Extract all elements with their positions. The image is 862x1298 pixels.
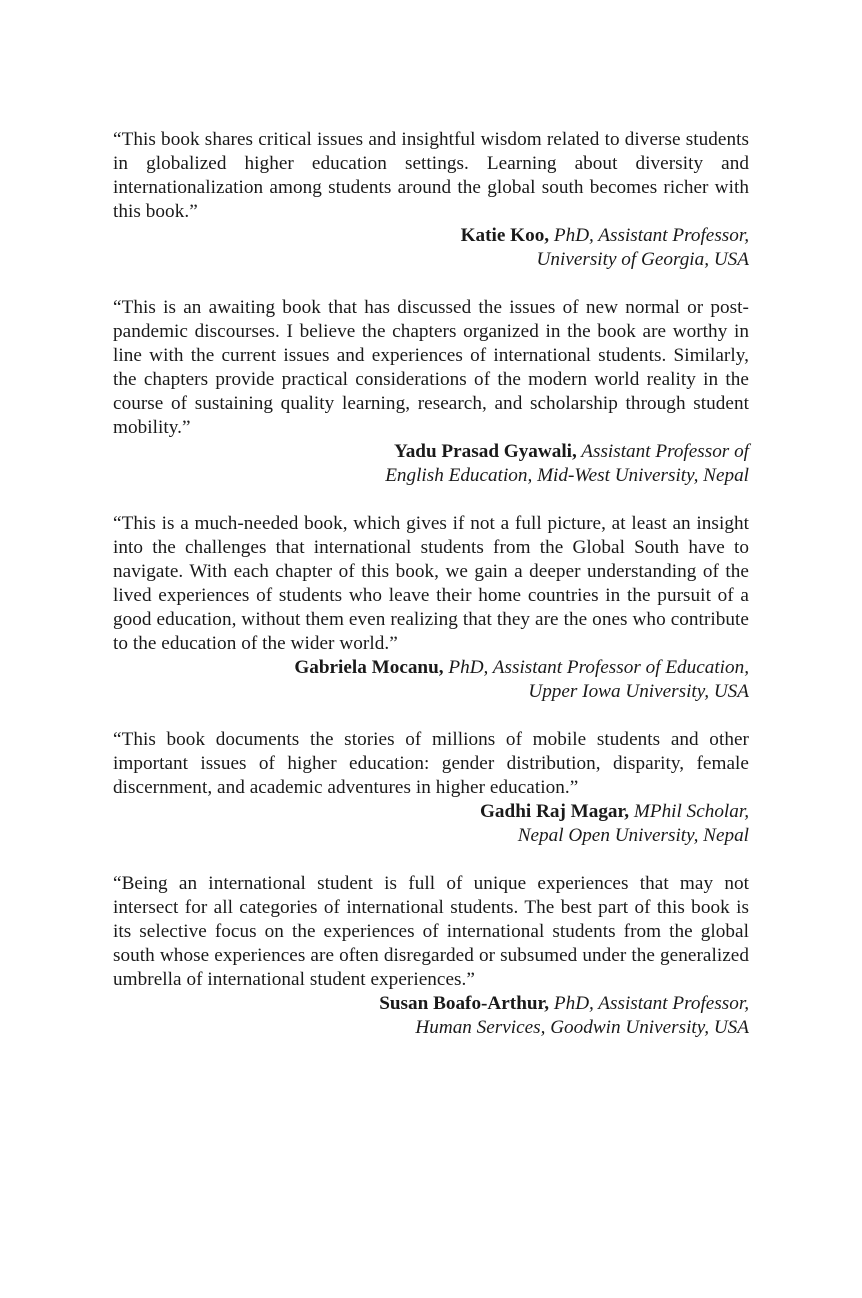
endorser-affiliation: Upper Iowa University, USA bbox=[528, 681, 749, 702]
endorsement-quote: “This is an awaiting book that has discussed the issues of new normal or post-pandemic discourses. I believe the chapters organized in the book are worthy in line with the current issues and experiences of international students. Similarly, the chapters provide practical considerations of the modern world reality in the course of sustaining quality learning, research, and scholarship through student mobility.” bbox=[113, 297, 749, 438]
endorsement-attribution bbox=[113, 992, 749, 1040]
endorsement-quote: “This is a much-needed book, which gives if not a full picture, at least an insight into the challenges that international students from the Global South have to navigate. With each chapter of this book, we gain a deeper understanding of the lived experiences of students who leave their home countries in the pursuit of a good education, without them even realizing that they are the ones who contribute to the education of the wider world.” bbox=[113, 513, 749, 654]
endorser-affiliation: Nepal Open University, Nepal bbox=[517, 825, 749, 846]
endorser-role: PhD, Assistant Professor of Education, bbox=[443, 657, 749, 678]
endorsement-attribution bbox=[113, 656, 749, 704]
endorsement bbox=[113, 128, 749, 272]
endorsement bbox=[113, 872, 749, 1040]
endorser-role: PhD, Assistant Professor, bbox=[549, 993, 749, 1014]
attribution-line-1 bbox=[113, 992, 749, 1016]
endorser-affiliation: Human Services, Goodwin University, USA bbox=[415, 1017, 749, 1038]
endorsement-quote: “This book documents the stories of millions of mobile students and other important issues of higher education: gender distribution, disparity, female discernment, and academic adventures in higher education.” bbox=[113, 729, 749, 798]
attribution-line-1 bbox=[113, 440, 749, 464]
endorsement-attribution bbox=[113, 440, 749, 488]
endorsements-page bbox=[113, 128, 749, 1064]
endorsement-quote: “This book shares critical issues and insightful wisdom related to diverse students in globalized higher education settings. Learning about diversity and internationalization among students around the global south becomes richer with this book.” bbox=[113, 129, 749, 222]
endorser-name: Katie Koo, bbox=[460, 225, 550, 246]
endorsement bbox=[113, 512, 749, 704]
endorser-name: Susan Boafo-Arthur, bbox=[379, 993, 550, 1014]
endorsement-quote: “Being an international student is full of unique experiences that may not intersect for all categories of international students. The best part of this book is its selective focus on the experiences of international students from the global south whose experiences are often disregarded or subsumed under the generalized umbrella of international student experiences.” bbox=[113, 873, 749, 990]
attribution-line-1 bbox=[113, 224, 749, 248]
endorsement-attribution bbox=[113, 800, 749, 848]
attribution-line-1 bbox=[113, 800, 749, 824]
attribution-line-1 bbox=[113, 656, 749, 680]
endorser-role: Assistant Professor of bbox=[576, 441, 749, 462]
endorsement-attribution bbox=[113, 224, 749, 272]
endorser-role: MPhil Scholar, bbox=[629, 801, 749, 822]
endorser-affiliation: University of Georgia, USA bbox=[536, 249, 749, 270]
endorser-name: Yadu Prasad Gyawali, bbox=[393, 441, 577, 462]
endorser-name: Gabriela Mocanu, bbox=[294, 657, 444, 678]
endorser-name: Gadhi Raj Magar, bbox=[480, 801, 630, 822]
endorsement bbox=[113, 296, 749, 488]
endorser-affiliation: English Education, Mid-West University, Nepal bbox=[385, 465, 749, 486]
endorsement bbox=[113, 728, 749, 848]
endorser-role: PhD, Assistant Professor, bbox=[549, 225, 749, 246]
